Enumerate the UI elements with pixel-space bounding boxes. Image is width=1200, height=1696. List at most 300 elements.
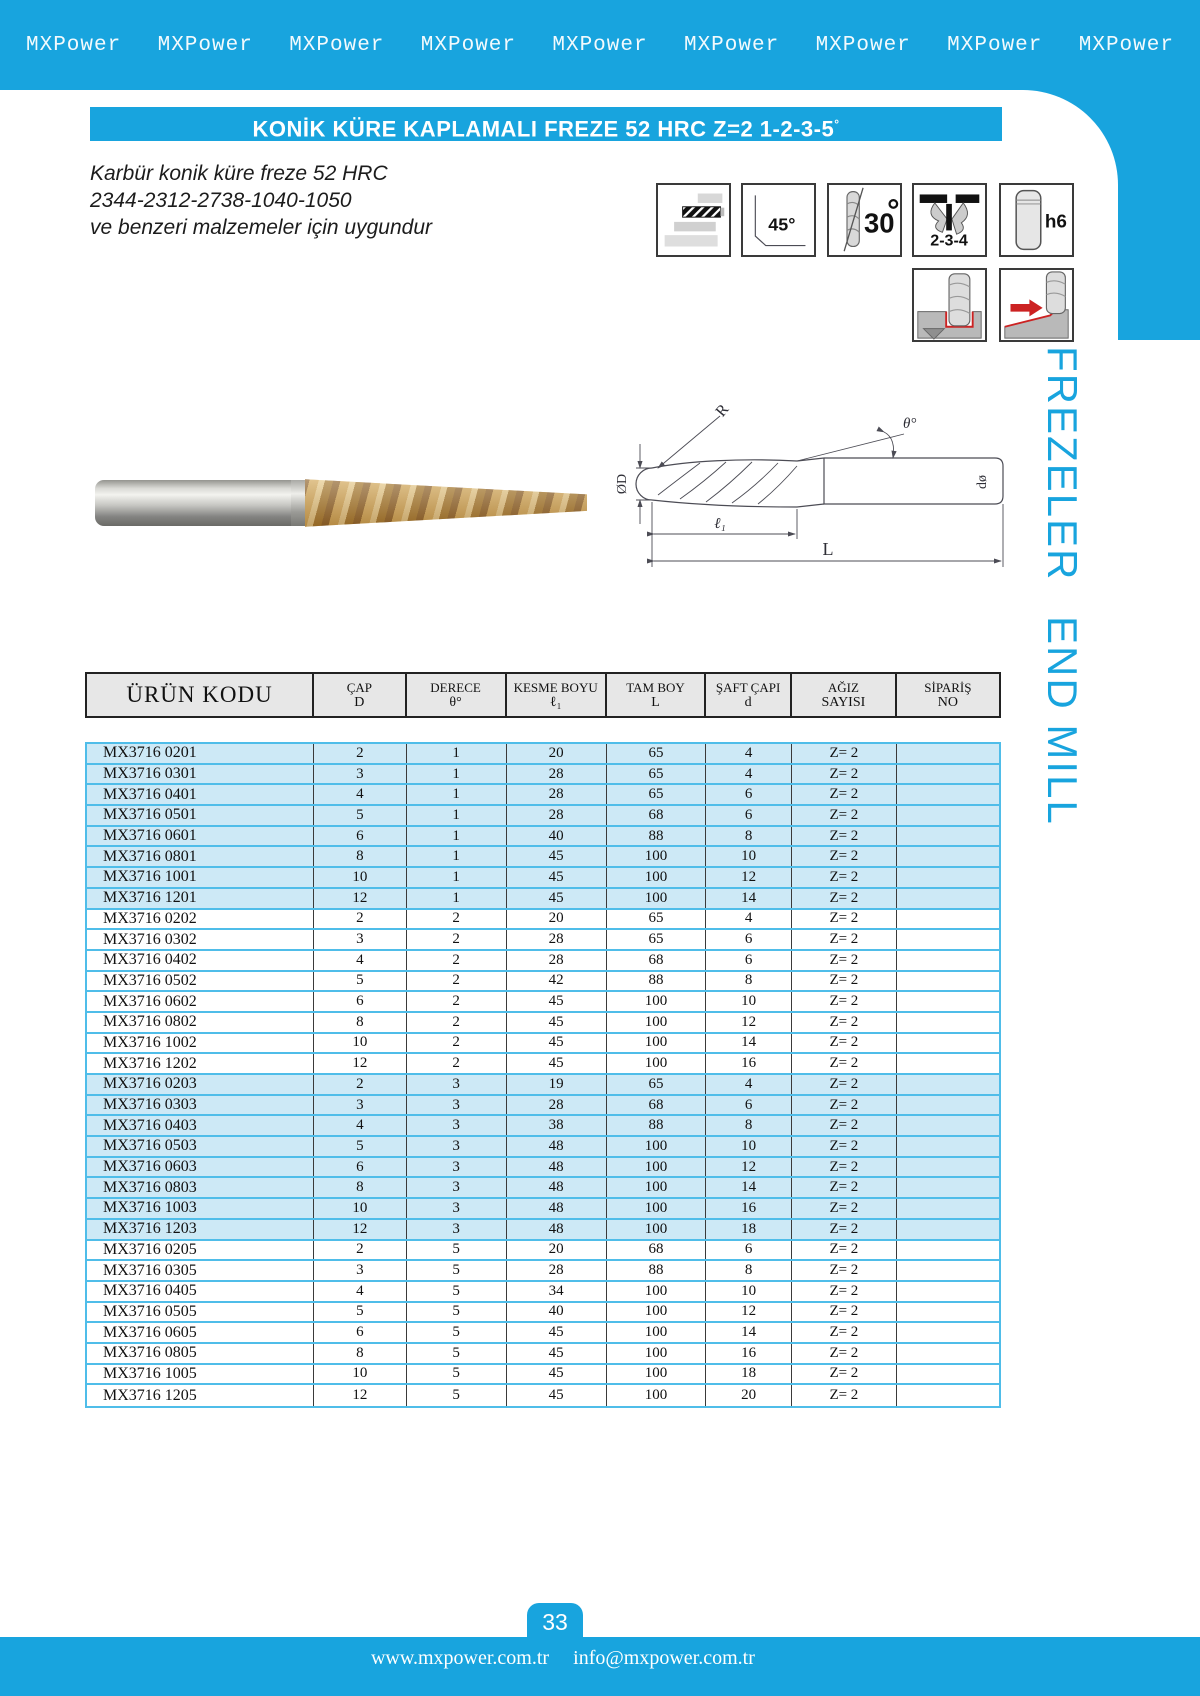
table-row [87,1158,999,1179]
cell-agiz-sayisi: Z= 2 [792,744,897,763]
cell-siparis-no [897,1075,999,1094]
cell-agiz-sayisi: Z= 2 [792,1261,897,1280]
cell-agiz-sayisi: Z= 2 [792,765,897,784]
description-line: ve benzeri malzemeler için uygundur [90,216,432,239]
table-row [87,930,999,951]
cell-derece: 5 [407,1344,507,1363]
cell-cap: 10 [314,1365,407,1384]
cell-siparis-no [897,1241,999,1260]
cell-urun-kodu: MX3716 0302 [87,930,314,949]
cell-siparis-no [897,1303,999,1322]
cell-kesme-boyu: 45 [507,868,607,887]
cell-urun-kodu: MX3716 0405 [87,1282,314,1301]
description-line: Karbür konik küre freze 52 HRC [90,162,388,185]
cell-kesme-boyu: 45 [507,847,607,866]
cell-agiz-sayisi: Z= 2 [792,1199,897,1218]
cell-saft-capi: 12 [706,1013,792,1032]
cell-cap: 4 [314,785,407,804]
col-header-symbol: ℓ₁ [549,694,562,710]
cell-kesme-boyu: 28 [507,930,607,949]
cell-cap: 5 [314,1303,407,1322]
cell-cap: 4 [314,1116,407,1135]
col-header-cap [314,674,407,716]
material-layers-icon [656,183,731,257]
cell-siparis-no [897,1365,999,1384]
cell-cap: 12 [314,1385,407,1406]
col-header-agiz-sayisi [792,674,897,716]
cell-urun-kodu: MX3716 0305 [87,1261,314,1280]
cell-siparis-no [897,1261,999,1280]
cell-cap: 6 [314,827,407,846]
cell-agiz-sayisi: Z= 2 [792,910,897,929]
cell-cap: 2 [314,1075,407,1094]
col-header-text: SİPARİŞ [924,679,972,695]
table-row [87,1282,999,1303]
cell-kesme-boyu: 28 [507,951,607,970]
cell-agiz-sayisi: Z= 2 [792,951,897,970]
cell-siparis-no [897,765,999,784]
cell-agiz-sayisi: Z= 2 [792,785,897,804]
col-header-kesme-boyu [507,674,607,716]
cell-saft-capi: 16 [706,1199,792,1218]
cell-cap: 2 [314,910,407,929]
cell-agiz-sayisi: Z= 2 [792,930,897,949]
cell-agiz-sayisi: Z= 2 [792,827,897,846]
cell-saft-capi: 10 [706,847,792,866]
cell-tam-boy: 68 [607,951,706,970]
cell-urun-kodu: MX3716 1205 [87,1385,314,1406]
cell-kesme-boyu: 19 [507,1075,607,1094]
cell-urun-kodu: MX3716 0205 [87,1241,314,1260]
diameter-label: ØD [615,473,630,495]
table-row [87,785,999,806]
table-header-row [85,672,1001,718]
cell-kesme-boyu: 45 [507,1344,607,1363]
cell-kesme-boyu: 45 [507,1013,607,1032]
cell-cap: 5 [314,806,407,825]
cell-urun-kodu: MX3716 1002 [87,1034,314,1053]
cell-agiz-sayisi: Z= 2 [792,1344,897,1363]
photo-flutes [305,470,587,536]
shank-h6-icon [999,183,1074,257]
cell-agiz-sayisi: Z= 2 [792,1178,897,1197]
col-header-urun-kodu [87,674,314,716]
col-header-text: KESME BOYU [513,679,598,695]
description-line: 2344-2312-2738-1040-1050 [90,189,352,212]
slot-milling-icon [912,268,987,342]
cell-cap: 8 [314,847,407,866]
cell-derece: 3 [407,1178,507,1197]
cell-derece: 3 [407,1096,507,1115]
cell-cap: 5 [314,972,407,991]
table-row [87,1034,999,1055]
flute-count-label: 2-3-4 [930,231,968,250]
cell-kesme-boyu: 28 [507,785,607,804]
cell-tam-boy: 65 [607,910,706,929]
cell-agiz-sayisi: Z= 2 [792,1034,897,1053]
cell-tam-boy: 100 [607,1220,706,1239]
cell-saft-capi: 20 [706,1385,792,1406]
brand-logo: MXPower [552,33,648,57]
cell-cap: 10 [314,868,407,887]
cell-kesme-boyu: 28 [507,1261,607,1280]
cell-kesme-boyu: 40 [507,1303,607,1322]
cell-cap: 10 [314,1034,407,1053]
cell-derece: 1 [407,868,507,887]
table-row [87,1013,999,1034]
cell-tam-boy: 65 [607,765,706,784]
cell-urun-kodu: MX3716 0203 [87,1075,314,1094]
cell-derece: 3 [407,1137,507,1156]
ramp-milling-icon [999,268,1074,342]
cell-kesme-boyu: 48 [507,1178,607,1197]
cell-urun-kodu: MX3716 0505 [87,1303,314,1322]
table-row [87,847,999,868]
brand-logo: MXPower [26,33,122,57]
cell-derece: 5 [407,1241,507,1260]
cell-saft-capi: 18 [706,1365,792,1384]
footer-website: www.mxpower.com.tr [370,1647,550,1669]
cell-cap: 8 [314,1178,407,1197]
corner-45-label: 45° [768,214,796,235]
cell-derece: 3 [407,1199,507,1218]
cell-urun-kodu: MX3716 0601 [87,827,314,846]
table-row [87,1344,999,1365]
cell-agiz-sayisi: Z= 2 [792,868,897,887]
product-description [90,160,432,241]
cell-derece: 2 [407,910,507,929]
cell-kesme-boyu: 48 [507,1158,607,1177]
cell-derece: 1 [407,744,507,763]
helix-30-degree-icon [827,183,902,257]
cell-urun-kodu: MX3716 0402 [87,951,314,970]
cell-cap: 4 [314,951,407,970]
shaft-diameter-label: dø [975,475,990,489]
cell-agiz-sayisi: Z= 2 [792,1075,897,1094]
cell-kesme-boyu: 34 [507,1282,607,1301]
sidebar-label-frezeler: FREZELER [1039,346,1086,582]
cell-siparis-no [897,1116,999,1135]
cell-siparis-no [897,868,999,887]
cell-cap: 3 [314,1096,407,1115]
page-number-tab [527,1603,583,1639]
col-header-symbol: SAYISI [821,694,866,710]
cell-saft-capi: 10 [706,992,792,1011]
table-row [87,1385,999,1406]
cell-tam-boy: 100 [607,1323,706,1342]
cell-agiz-sayisi: Z= 2 [792,1220,897,1239]
cell-saft-capi: 4 [706,744,792,763]
angle-label: θ° [903,416,917,432]
cell-kesme-boyu: 42 [507,972,607,991]
corner-45-degree-icon [741,183,816,257]
cell-derece: 1 [407,827,507,846]
cell-siparis-no [897,847,999,866]
cell-derece: 3 [407,1158,507,1177]
cell-cap: 10 [314,1199,407,1218]
col-header-symbol: L [651,694,660,710]
technical-drawing [612,398,1012,583]
cell-tam-boy: 88 [607,827,706,846]
cell-cap: 6 [314,1323,407,1342]
cell-derece: 1 [407,806,507,825]
cell-tam-boy: 100 [607,1137,706,1156]
table-row [87,1261,999,1282]
cell-urun-kodu: MX3716 0503 [87,1137,314,1156]
cell-tam-boy: 88 [607,1261,706,1280]
cell-agiz-sayisi: Z= 2 [792,847,897,866]
cell-saft-capi: 18 [706,1220,792,1239]
cell-cap: 2 [314,1241,407,1260]
feed-arrow [1010,299,1042,316]
cell-kesme-boyu: 45 [507,1323,607,1342]
cell-urun-kodu: MX3716 0803 [87,1178,314,1197]
cell-urun-kodu: MX3716 0301 [87,765,314,784]
table-row [87,765,999,786]
cell-tam-boy: 100 [607,1178,706,1197]
cell-kesme-boyu: 45 [507,1385,607,1406]
cell-siparis-no [897,1158,999,1177]
cell-kesme-boyu: 20 [507,744,607,763]
cell-cap: 3 [314,930,407,949]
cell-urun-kodu: MX3716 1003 [87,1199,314,1218]
col-header-text: ÜRÜN KODU [126,682,273,707]
col-header-derece [407,674,507,716]
cell-siparis-no [897,1344,999,1363]
cell-saft-capi: 6 [706,1096,792,1115]
flute-count-icon [912,183,987,257]
cell-saft-capi: 6 [706,930,792,949]
cell-urun-kodu: MX3716 0605 [87,1323,314,1342]
col-header-saft-capi [706,674,792,716]
brand-logo: MXPower [815,33,911,57]
cell-derece: 1 [407,765,507,784]
table-row [87,1323,999,1344]
table-row [87,1054,999,1075]
photo-collar [291,480,305,526]
cell-kesme-boyu: 28 [507,806,607,825]
cell-saft-capi: 10 [706,1137,792,1156]
col-header-symbol: d [744,694,752,710]
total-length-label: L [822,539,834,559]
cell-saft-capi: 12 [706,1303,792,1322]
cell-derece: 1 [407,847,507,866]
footer-bar [0,1637,1200,1696]
cell-derece: 5 [407,1303,507,1322]
cell-saft-capi: 16 [706,1344,792,1363]
cell-urun-kodu: MX3716 1001 [87,868,314,887]
brand-logo: MXPower [157,33,253,57]
cell-tam-boy: 68 [607,1096,706,1115]
cell-derece: 5 [407,1261,507,1280]
cell-derece: 1 [407,889,507,908]
cell-derece: 2 [407,992,507,1011]
cell-urun-kodu: MX3716 1201 [87,889,314,908]
cell-saft-capi: 16 [706,1054,792,1073]
product-photo [95,470,587,536]
cell-siparis-no [897,930,999,949]
cell-siparis-no [897,1178,999,1197]
cell-urun-kodu: MX3716 0502 [87,972,314,991]
page-number: 33 [542,1609,568,1635]
cell-urun-kodu: MX3716 0801 [87,847,314,866]
brand-logo: MXPower [289,33,385,57]
cell-siparis-no [897,1034,999,1053]
cell-tam-boy: 100 [607,868,706,887]
table-row [87,1096,999,1117]
table-row [87,889,999,910]
cell-tam-boy: 100 [607,1282,706,1301]
cell-tam-boy: 65 [607,1075,706,1094]
cell-agiz-sayisi: Z= 2 [792,1303,897,1322]
cell-derece: 5 [407,1282,507,1301]
cell-derece: 2 [407,1034,507,1053]
cell-derece: 1 [407,785,507,804]
cell-tam-boy: 100 [607,1054,706,1073]
cell-kesme-boyu: 28 [507,765,607,784]
col-header-text: ŞAFT ÇAPI [715,679,781,695]
col-header-text: DERECE [430,679,481,695]
cell-saft-capi: 6 [706,951,792,970]
cell-derece: 2 [407,951,507,970]
cell-agiz-sayisi: Z= 2 [792,1241,897,1260]
cell-siparis-no [897,992,999,1011]
cell-siparis-no [897,1220,999,1239]
cell-siparis-no [897,1137,999,1156]
cell-saft-capi: 6 [706,785,792,804]
cell-siparis-no [897,785,999,804]
cell-saft-capi: 14 [706,1178,792,1197]
table-row [87,868,999,889]
cell-tam-boy: 100 [607,1034,706,1053]
cell-derece: 2 [407,1013,507,1032]
degree-symbol: ° [834,117,840,131]
cell-cap: 5 [314,1137,407,1156]
cell-kesme-boyu: 48 [507,1199,607,1218]
cell-agiz-sayisi: Z= 2 [792,889,897,908]
product-table-body [85,742,1001,1408]
cell-siparis-no [897,1323,999,1342]
cell-tam-boy: 100 [607,1158,706,1177]
cell-agiz-sayisi: Z= 2 [792,1365,897,1384]
product-title: KONİK KÜRE KAPLAMALI FREZE 52 HRC Z=2 1-2-3-5 [252,116,835,142]
table-row [87,806,999,827]
cell-saft-capi: 8 [706,827,792,846]
table-row [87,1075,999,1096]
table-row [87,992,999,1013]
cell-tam-boy: 100 [607,1199,706,1218]
cell-saft-capi: 4 [706,765,792,784]
cell-saft-capi: 14 [706,889,792,908]
cell-siparis-no [897,910,999,929]
table-row [87,1178,999,1199]
cell-urun-kodu: MX3716 0501 [87,806,314,825]
brand-logo: MXPower [683,33,780,57]
table-row [87,1116,999,1137]
brand-logo: MXPower [1078,33,1174,57]
cell-derece: 3 [407,1075,507,1094]
cell-kesme-boyu: 20 [507,910,607,929]
col-header-siparis-no [897,674,999,716]
cell-tam-boy: 100 [607,992,706,1011]
cell-siparis-no [897,972,999,991]
shank-h6-label: h6 [1044,211,1067,233]
cell-kesme-boyu: 28 [507,1096,607,1115]
cell-urun-kodu: MX3716 0602 [87,992,314,1011]
table-row [87,1137,999,1158]
cell-siparis-no [897,827,999,846]
table-row [87,972,999,993]
table-row [87,1199,999,1220]
cell-cap: 8 [314,1344,407,1363]
cell-saft-capi: 8 [706,1116,792,1135]
table-row [87,951,999,972]
cell-agiz-sayisi: Z= 2 [792,1116,897,1135]
cell-agiz-sayisi: Z= 2 [792,1282,897,1301]
cell-saft-capi: 6 [706,1241,792,1260]
cell-urun-kodu: MX3716 1202 [87,1054,314,1073]
top-brand-bar [0,0,1200,90]
cell-cap: 12 [314,889,407,908]
cell-tam-boy: 68 [607,806,706,825]
cell-saft-capi: 12 [706,868,792,887]
cell-saft-capi: 4 [706,910,792,929]
cell-tam-boy: 65 [607,744,706,763]
cell-saft-capi: 14 [706,1034,792,1053]
cell-agiz-sayisi: Z= 2 [792,1385,897,1406]
cell-kesme-boyu: 20 [507,1241,607,1260]
col-header-text: AĞIZ [827,679,859,695]
cell-tam-boy: 88 [607,972,706,991]
cell-siparis-no [897,1282,999,1301]
cell-saft-capi: 14 [706,1323,792,1342]
cell-siparis-no [897,1385,999,1406]
col-header-symbol: θ° [449,694,462,710]
cell-derece: 2 [407,972,507,991]
cell-tam-boy: 65 [607,785,706,804]
cell-cap: 2 [314,744,407,763]
cell-saft-capi: 10 [706,1282,792,1301]
cell-urun-kodu: MX3716 0202 [87,910,314,929]
cell-urun-kodu: MX3716 0403 [87,1116,314,1135]
cell-tam-boy: 100 [607,1344,706,1363]
cell-tam-boy: 100 [607,1013,706,1032]
table-row [87,1365,999,1386]
cell-siparis-no [897,1096,999,1115]
cell-kesme-boyu: 45 [507,1365,607,1384]
cell-urun-kodu: MX3716 0603 [87,1158,314,1177]
brand-logo: MXPower [947,33,1043,57]
cell-tam-boy: 100 [607,847,706,866]
cell-agiz-sayisi: Z= 2 [792,972,897,991]
col-header-text: TAM BOY [626,679,685,695]
cell-kesme-boyu: 38 [507,1116,607,1135]
cell-agiz-sayisi: Z= 2 [792,1137,897,1156]
radius-label: R [712,401,733,421]
table-row [87,910,999,931]
cell-kesme-boyu: 45 [507,1034,607,1053]
cell-urun-kodu: MX3716 0303 [87,1096,314,1115]
cell-agiz-sayisi: Z= 2 [792,1158,897,1177]
cell-tam-boy: 65 [607,930,706,949]
cell-urun-kodu: MX3716 0802 [87,1013,314,1032]
cell-kesme-boyu: 48 [507,1220,607,1239]
cell-saft-capi: 4 [706,1075,792,1094]
footer-email: info@mxpower.com.tr [573,1647,755,1669]
cell-tam-boy: 88 [607,1116,706,1135]
cell-tam-boy: 100 [607,1365,706,1384]
cell-agiz-sayisi: Z= 2 [792,1096,897,1115]
